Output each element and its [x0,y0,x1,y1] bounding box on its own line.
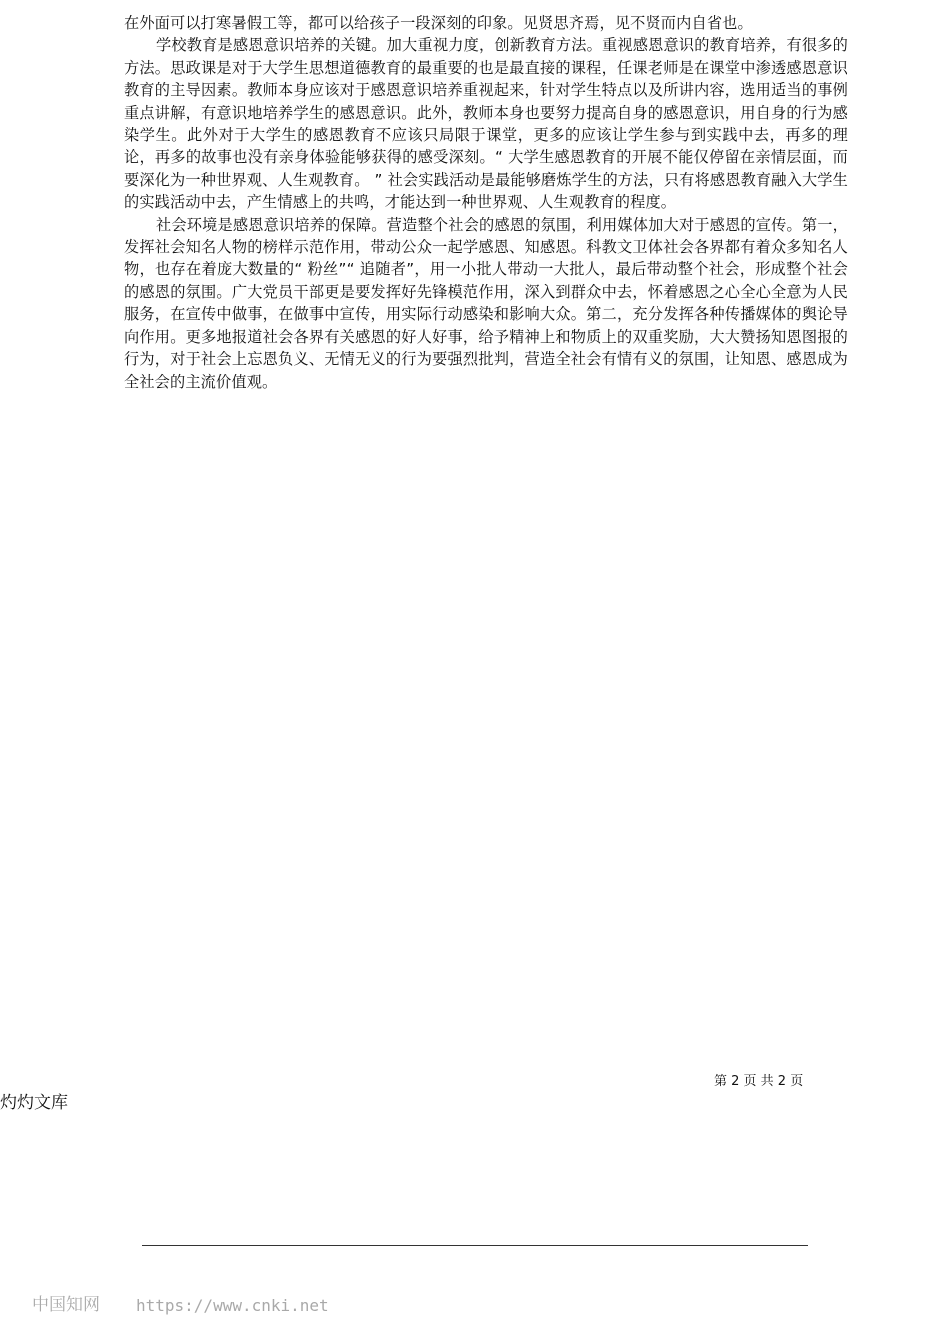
footer-url-link[interactable]: https://www.cnki.net [136,1296,329,1315]
footer-divider [142,1245,808,1246]
document-body [124,12,848,393]
paragraph-3: 社会环境是感恩意识培养的保障。营造整个社会的感恩的氛围，利用媒体加大对于感恩的宣传。第一，发挥社会知名人物的榜样示范作用，带动公众一起学感恩、知感恩。科教文卫体社会各界都有着众多知名人物，也存在着庞大数量的“ 粉丝”“ 追随者”，用一小批人带动一大批人，最后带动整个社会，形成整个社会的感恩的氛围。广大党员干部更是要发挥好先锋模范作用，深入到群众中去，怀着感恩之心全心全意为人民服务，在宣传中做事，在做事中宣传，用实际行动感染和影响大众。第二，充分发挥各种传播媒体的舆论导向作用。更多地报道社会各界有关感恩的好人好事，给予精神上和物质上的双重奖励，大大赞扬知恩图报的行为，对于社会上忘恩负义、无情无义的行为要强烈批判，营造全社会有情有义的氛围，让知恩、感恩成为全社会的主流价值观。 [124,215,848,391]
paragraph-1: 在外面可以打寒暑假工等，都可以给孩子一段深刻的印象。见贤思齐焉，见不贤而内自省也。 [124,14,753,32]
footer-brand-logo: 中国知网 [32,1295,100,1315]
source-watermark: 灼灼文库 [0,1093,68,1113]
paragraph-2: 学校教育是感恩意识培养的关键。加大重视力度，创新教育方法。重视感恩意识的教育培养，有很多的方法。思政课是对于大学生思想道德教育的最重要的也是最直接的课程，任课老师是在课堂中渗透感恩意识教育的主导因素。教师本身应该对于感恩意识培养重视起来，针对学生特点以及所讲内容，选用适当的事例重点讲解，有意识地培养学生的感恩意识。此外，教师本身也要努力提高自身的感恩意识，用自身的行为感染学生。此外对于大学生的感恩教育不应该只局限于课堂，更多的应该让学生参与到实践中去，再多的理论，再多的故事也没有亲身体验能够获得的感受深刻。“ 大学生感恩教育的开展不能仅停留在亲情层面，而要深化为一种世界观、人生观教育。 ” 社会实践活动是最能够磨炼学生的方法，只有将感恩教育融入大学生的实践活动中去，产生情感上的共鸣，才能达到一种世界观、人生观教育的程度。 [124,36,848,212]
page-number: 第 2 页 共 2 页 [714,1074,804,1089]
